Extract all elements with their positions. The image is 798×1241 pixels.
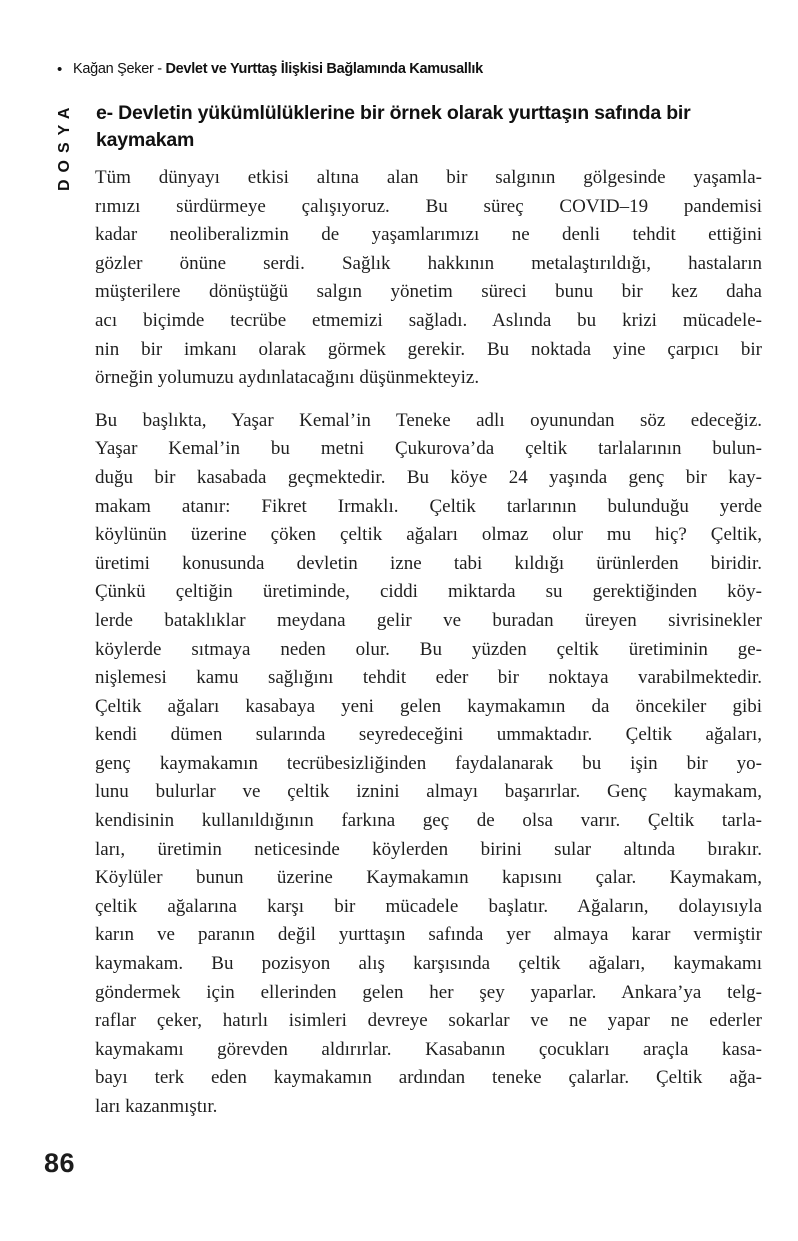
text-line: köylünün üzerine çöken çeltik ağaları olmaz olur mu hiç? Çeltik,: [95, 524, 762, 546]
text-line: Yaşar Kemal’in bu metni Çukurova’da çeltik tarlalarının bulun-: [95, 438, 762, 460]
text-line: ları, üretimin neticesinde köylerden birini sular altında bırakır.: [95, 838, 762, 860]
text-line: göndermek için ellerinden gelen her şey yaparlar. Ankara’ya telg-: [95, 981, 762, 1003]
text-line: raflar çeker, hatırlı isimleri devreye sokarlar ve ne yapar ne ederler: [95, 1010, 762, 1032]
text-line: kaymakam. Bu pozisyon alış karşısında çeltik ağaları, kaymakamı: [95, 953, 762, 975]
text-line: üretimi konusunda devletin izne tabi kıldığı ürünlerden biridir.: [95, 552, 762, 574]
text-line: nişlemesi kamu sağlığını tehdit eder bir noktaya varabilmektedir.: [95, 667, 762, 689]
paragraph: [95, 407, 762, 1122]
text-line: gözler önüne serdi. Sağlık hakkının metalaştırıldığı, hastaların: [95, 252, 762, 274]
text-line: kaymakamı görevden aldırırlar. Kasabanın çocukları araçla kasa-: [95, 1038, 762, 1060]
header-book-title: Devlet ve Yurttaş İlişkisi Bağlamında Kamusallık: [165, 61, 483, 77]
text-line: Köylüler bunun üzerine Kaymakamın kapısını çalar. Kaymakam,: [95, 867, 762, 889]
text-line: acı biçimde tecrübe etmemizi sağladı. Aslında bu krizi mücadele-: [95, 309, 762, 331]
text-line: çeltik ağalarına karşı bir mücadele başlatır. Ağaların, dolayısıyla: [95, 895, 762, 917]
text-line: nin bir imkanı olarak görmek gerekir. Bu noktada yine çarpıcı bir: [95, 338, 762, 360]
sidebar-section-label: DOSYA: [56, 100, 73, 191]
text-line: kaymakam: [96, 129, 195, 151]
text-line: kendisinin kullanıldığının farkına geç de olsa varır. Çeltik tarla-: [95, 810, 762, 832]
text-line: Tüm dünyayı etkisi altına alan bir salgının gölgesinde yaşamla-: [95, 167, 762, 188]
text-line: ları kazanmıştır.: [95, 1096, 218, 1117]
text-line: Bu başlıkta, Yaşar Kemal’in Teneke adlı oyunundan söz edeceğiz.: [95, 409, 762, 431]
text-line: kadar neoliberalizmin de yaşamlarımızı ne denli tehdit ettiğini: [95, 224, 762, 246]
text-line: genç kaymakamın tecrübesizliğinden faydalanarak bu işin bir yo-: [95, 752, 762, 774]
text-line: müşterilere dönüştüğü salgın yönetim süreci bunu bir kez daha: [95, 281, 762, 303]
text-line: rımızı sürdürmeye çalışıyoruz. Bu süreç COVID–19 pandemisi: [95, 195, 762, 217]
text-line: lerde bataklıklar meydana gelir ve buradan üreyen sivrisinekler: [95, 609, 762, 631]
page-number: 86: [44, 1148, 76, 1178]
text-line: örneğin yolumuzu aydınlatacağını düşünmekteyiz.: [95, 367, 480, 389]
section-heading: [96, 100, 758, 154]
text-line: bayı terk eden kaymakamın ardından teneke çalarlar. Çeltik ağa-: [95, 1067, 762, 1089]
header-author-name: Kağan Şeker: [72, 61, 154, 77]
text-line: Çünkü çeltiğin üretiminde, ciddi miktarda su gerektiğinden köy-: [95, 581, 762, 603]
text-line: kendi dümen sularında seyredeceğini ummaktadır. Çeltik ağaları,: [95, 724, 762, 746]
text-line: Çeltik ağaları kasabaya yeni gelen kaymakamın da öncekiler gibi: [95, 695, 762, 717]
text-line: köylerde sıtmaya neden olur. Bu yüzden çeltik üretiminin ge-: [95, 638, 762, 660]
running-header: [57, 60, 483, 79]
header-separator: -: [153, 61, 166, 77]
text-line: e- Devletin yükümlülüklerine bir örnek olarak yurttaşın safında bir: [96, 102, 691, 124]
text-line: lunu bulurlar ve çeltik iznini almayı başarırlar. Genç kaymakam,: [95, 781, 762, 803]
text-line: makam atanır: Fikret Irmaklı. Çeltik tarlarının bulunduğu yerde: [95, 495, 762, 517]
paragraph: [95, 164, 762, 393]
text-line: karın ve paranın değil yurttaşın safında yer almaya karar vermiştir: [95, 924, 762, 946]
article-body: [95, 164, 762, 1122]
text-line: duğu bir kasabada geçmektedir. Bu köye 24 yaşında genç bir kay-: [95, 466, 762, 488]
bullet-icon: •: [57, 61, 62, 78]
